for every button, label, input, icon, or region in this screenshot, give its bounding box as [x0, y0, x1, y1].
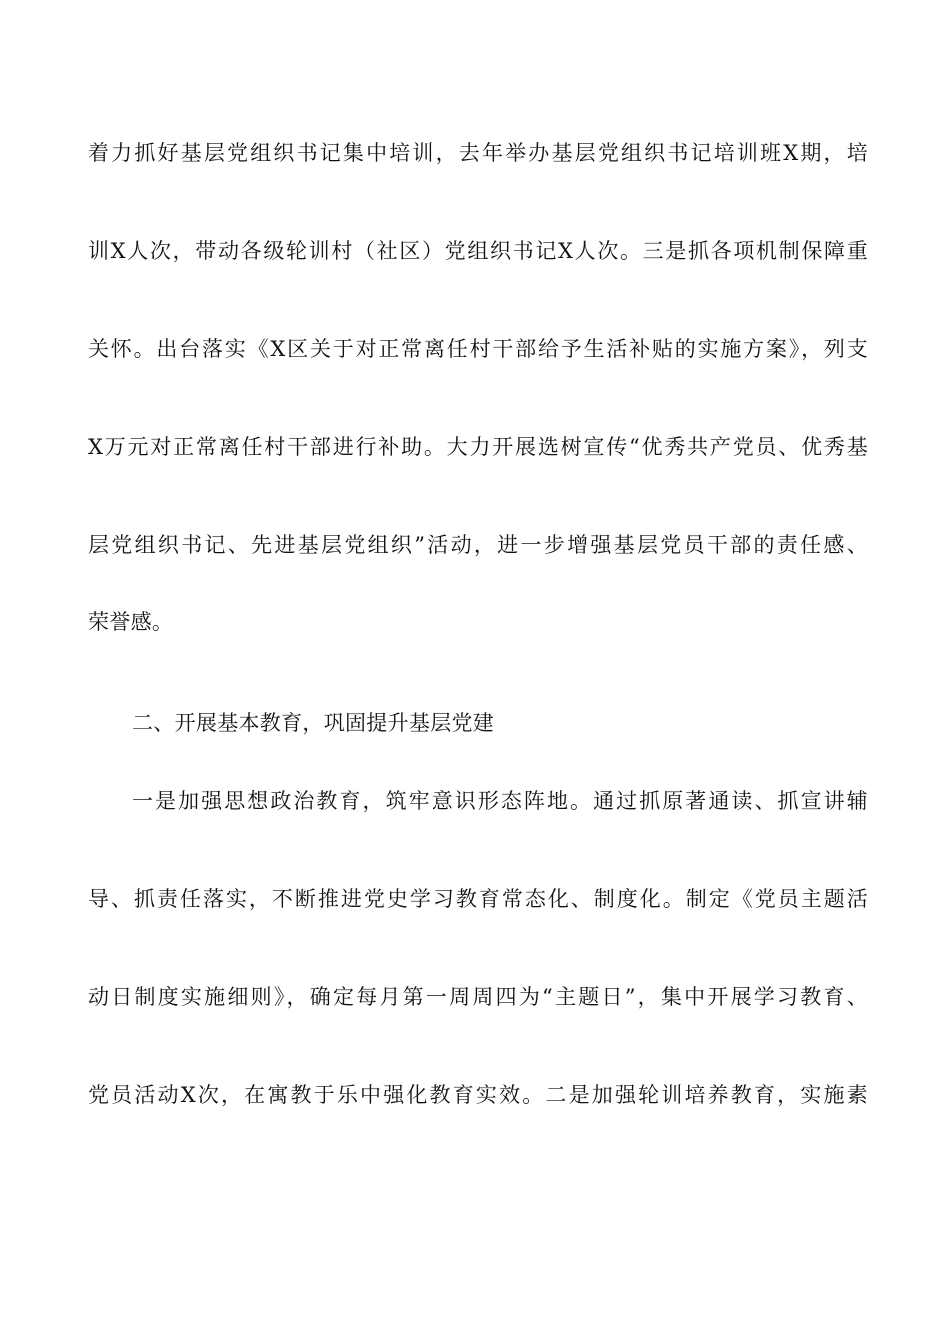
body-text-line: 一是加强思想政治教育，筑牢意识形态阵地。通过抓原著通读、抓宣讲辅 — [132, 789, 868, 813]
body-text-line: 训X人次，带动各级轮训村（社区）党组织书记X人次。三是抓各项机制保障重 — [88, 239, 868, 263]
body-text-line: 党员活动X次，在寓教于乐中强化教育实效。二是加强轮训培养教育，实施素 — [88, 1083, 868, 1107]
body-text-line: 关怀。出台落实《X区关于对正常离任村干部给予生活补贴的实施方案》，列支 — [88, 337, 868, 361]
body-text-line: 着力抓好基层党组织书记集中培训，去年举办基层党组织书记培训班X期，培 — [88, 141, 868, 165]
body-text-line: 导、抓责任落实，不断推进党史学习教育常态化、制度化。制定《党员主题活 — [88, 887, 868, 911]
body-text-line: X万元对正常离任村干部进行补助。大力开展选树宣传“优秀共产党员、优秀基 — [88, 435, 868, 459]
section-heading: 二、开展基本教育，巩固提升基层党建 — [132, 711, 495, 735]
body-text-line: 荣誉感。 — [88, 610, 174, 634]
body-text-line: 层党组织书记、先进基层党组织”活动，进一步增强基层党员干部的责任感、 — [88, 533, 868, 557]
body-text-line: 动日制度实施细则》，确定每月第一周周四为“主题日”，集中开展学习教育、 — [88, 985, 868, 1009]
